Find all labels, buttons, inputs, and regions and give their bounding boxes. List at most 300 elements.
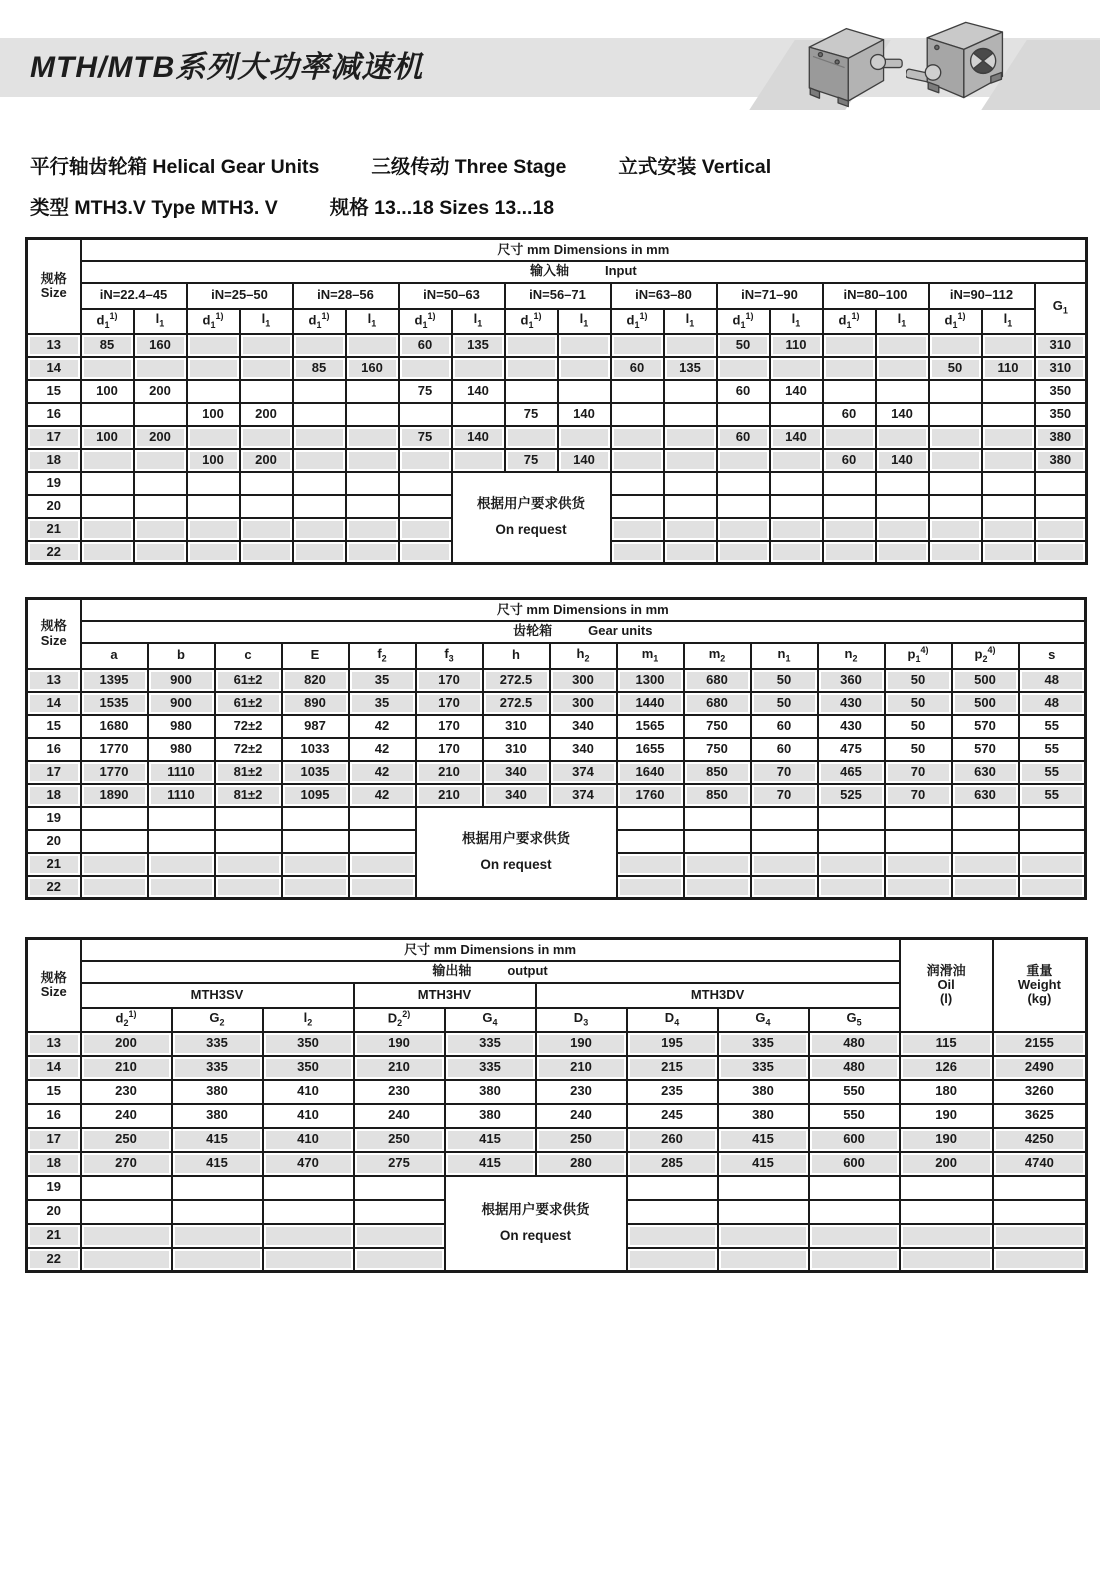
size-cell: 21 <box>27 853 81 876</box>
value-cell <box>81 1176 172 1200</box>
intro-seg-type: 类型 MTH3.V Type MTH3. V <box>30 197 278 219</box>
value-cell <box>718 1200 809 1224</box>
value-cell <box>929 541 982 564</box>
value-cell: 210 <box>354 1056 445 1080</box>
value-cell: 850 <box>684 784 751 807</box>
oil-value-cell <box>900 1200 993 1224</box>
value-cell <box>187 357 240 380</box>
data-row <box>27 426 1087 449</box>
value-cell <box>809 1176 900 1200</box>
size-column-header: 规格 Size <box>27 939 81 1032</box>
value-cell <box>617 807 684 830</box>
value-cell <box>346 495 399 518</box>
value-cell <box>399 449 452 472</box>
value-cell: 630 <box>952 761 1019 784</box>
data-row <box>27 692 1086 715</box>
value-cell: 475 <box>818 738 885 761</box>
l1-column-header: $l_1$ <box>558 309 611 334</box>
value-cell: 61±2 <box>215 692 282 715</box>
data-row <box>27 449 1087 472</box>
dimension-column-header: b <box>148 643 215 669</box>
value-cell: 415 <box>172 1152 263 1176</box>
value-cell <box>240 472 293 495</box>
value-cell <box>770 472 823 495</box>
value-cell: 140 <box>452 380 505 403</box>
value-cell: 55 <box>1019 738 1086 761</box>
data-row <box>27 1080 1087 1104</box>
dimension-column-header: a <box>81 643 148 669</box>
value-cell <box>354 1200 445 1224</box>
value-cell <box>664 449 717 472</box>
size-cell: 16 <box>27 1104 81 1128</box>
value-cell <box>876 334 929 357</box>
value-cell <box>717 495 770 518</box>
value-cell: 1110 <box>148 761 215 784</box>
value-cell: 75 <box>505 403 558 426</box>
value-cell: 430 <box>818 715 885 738</box>
value-cell <box>611 472 664 495</box>
value-cell: 230 <box>354 1080 445 1104</box>
weight-value-cell: 3260 <box>993 1080 1087 1104</box>
value-cell: 335 <box>172 1032 263 1056</box>
weight-value-cell: 2155 <box>993 1032 1087 1056</box>
value-cell <box>823 334 876 357</box>
value-cell: 600 <box>809 1152 900 1176</box>
value-cell <box>187 495 240 518</box>
value-cell: 140 <box>558 403 611 426</box>
value-cell <box>399 518 452 541</box>
value-cell: 340 <box>550 738 617 761</box>
value-cell <box>823 518 876 541</box>
dimension-column-header: $G_4$ <box>445 1008 536 1032</box>
value-cell <box>263 1176 354 1200</box>
value-cell <box>952 853 1019 876</box>
value-cell <box>885 830 952 853</box>
oil-value-cell: 115 <box>900 1032 993 1056</box>
data-row <box>27 403 1087 426</box>
size-cell: 15 <box>27 1080 81 1104</box>
value-cell: 250 <box>81 1128 172 1152</box>
value-cell: 380 <box>1035 449 1087 472</box>
value-cell <box>627 1248 718 1272</box>
value-cell <box>293 426 346 449</box>
value-cell <box>717 449 770 472</box>
value-cell <box>982 495 1035 518</box>
weight-value-cell: 4250 <box>993 1128 1087 1152</box>
value-cell <box>718 1176 809 1200</box>
value-cell: 215 <box>627 1056 718 1080</box>
dimension-column-header: $G_4$ <box>718 1008 809 1032</box>
value-cell <box>505 380 558 403</box>
value-cell: 60 <box>399 334 452 357</box>
l1-column-header: $l_1$ <box>982 309 1035 334</box>
size-cell: 18 <box>27 784 81 807</box>
value-cell: 415 <box>718 1128 809 1152</box>
value-cell: 60 <box>717 426 770 449</box>
value-cell <box>558 426 611 449</box>
value-cell: 380 <box>172 1104 263 1128</box>
value-cell: 110 <box>982 357 1035 380</box>
value-cell <box>346 449 399 472</box>
value-cell <box>717 357 770 380</box>
dimension-column-header: s <box>1019 643 1086 669</box>
gearbox-photo-front-shaft <box>906 8 1014 110</box>
dimension-column-header: $f_2$ <box>349 643 416 669</box>
value-cell <box>818 876 885 899</box>
value-cell: 235 <box>627 1080 718 1104</box>
on-request-note: 根据用户要求供货 On request <box>416 807 617 899</box>
value-cell: 160 <box>346 357 399 380</box>
value-cell: 200 <box>81 1032 172 1056</box>
dimension-column-header: E <box>282 643 349 669</box>
value-cell <box>282 807 349 830</box>
value-cell: 48 <box>1019 692 1086 715</box>
ratio-group-header: iN=50–63 <box>399 283 505 309</box>
value-cell: 60 <box>823 449 876 472</box>
value-cell: 240 <box>354 1104 445 1128</box>
size-cell: 18 <box>27 449 81 472</box>
value-cell <box>929 472 982 495</box>
value-cell <box>346 426 399 449</box>
value-cell <box>215 830 282 853</box>
value-cell <box>81 1200 172 1224</box>
value-cell <box>134 357 187 380</box>
value-cell: 140 <box>770 426 823 449</box>
size-cell: 16 <box>27 738 81 761</box>
value-cell <box>770 495 823 518</box>
data-row <box>27 669 1086 692</box>
value-cell: 210 <box>536 1056 627 1080</box>
header-row <box>27 643 1086 669</box>
ratio-group-header: iN=71–90 <box>717 283 823 309</box>
value-cell: 1770 <box>81 761 148 784</box>
value-cell <box>399 495 452 518</box>
value-cell <box>81 853 148 876</box>
value-cell <box>346 541 399 564</box>
header-row <box>27 939 1087 961</box>
value-cell: 465 <box>818 761 885 784</box>
value-cell: 35 <box>349 669 416 692</box>
value-cell: 335 <box>718 1032 809 1056</box>
value-cell <box>664 518 717 541</box>
value-cell: 980 <box>148 738 215 761</box>
input-shaft-dimensions-table <box>25 237 1088 565</box>
size-cell: 13 <box>27 1032 81 1056</box>
value-cell: 1565 <box>617 715 684 738</box>
value-cell <box>263 1248 354 1272</box>
value-cell: 300 <box>550 669 617 692</box>
value-cell <box>1019 853 1086 876</box>
value-cell: 75 <box>505 449 558 472</box>
value-cell: 50 <box>751 692 818 715</box>
value-cell <box>215 876 282 899</box>
header-row <box>27 261 1087 283</box>
intro-line-1 <box>30 151 823 179</box>
value-cell: 374 <box>550 761 617 784</box>
dimension-column-header: $D_2^{2)}$ <box>354 1008 445 1032</box>
g1-column-header: $G_1$ <box>1035 283 1087 334</box>
value-cell <box>718 1224 809 1248</box>
value-cell: 230 <box>536 1080 627 1104</box>
size-cell: 19 <box>27 1176 81 1200</box>
l1-column-header: $l_1$ <box>770 309 823 334</box>
oil-value-cell: 126 <box>900 1056 993 1080</box>
value-cell: 415 <box>172 1128 263 1152</box>
value-cell <box>982 518 1035 541</box>
value-cell: 380 <box>445 1104 536 1128</box>
d1-column-header: $d_1^{1)}$ <box>505 309 558 334</box>
value-cell: 550 <box>809 1080 900 1104</box>
value-cell: 480 <box>809 1032 900 1056</box>
value-cell <box>187 472 240 495</box>
value-cell: 410 <box>263 1080 354 1104</box>
value-cell <box>823 426 876 449</box>
value-cell <box>263 1224 354 1248</box>
value-cell: 50 <box>717 334 770 357</box>
ratio-group-header: iN=80–100 <box>823 283 929 309</box>
value-cell <box>346 380 399 403</box>
value-cell: 110 <box>770 334 823 357</box>
value-cell: 415 <box>445 1152 536 1176</box>
header-row <box>27 309 1087 334</box>
oil-value-cell: 180 <box>900 1080 993 1104</box>
value-cell: 550 <box>809 1104 900 1128</box>
value-cell <box>282 876 349 899</box>
value-cell <box>505 357 558 380</box>
dimension-column-header: $m_1$ <box>617 643 684 669</box>
input-axis-header: 输入轴 Input <box>81 261 1087 283</box>
weight-value-cell <box>993 1248 1087 1272</box>
value-cell: 50 <box>751 669 818 692</box>
value-cell: 1110 <box>148 784 215 807</box>
value-cell <box>81 357 134 380</box>
value-cell <box>611 541 664 564</box>
value-cell <box>823 472 876 495</box>
value-cell <box>452 357 505 380</box>
value-cell: 140 <box>452 426 505 449</box>
value-cell <box>809 1224 900 1248</box>
intro-seg-gear-units: 平行轴齿轮箱 Helical Gear Units <box>30 156 320 178</box>
weight-value-cell <box>993 1200 1087 1224</box>
weight-column-header: 重量 Weight (kg) <box>993 939 1087 1032</box>
value-cell: 360 <box>818 669 885 692</box>
value-cell: 50 <box>885 669 952 692</box>
value-cell <box>81 830 148 853</box>
value-cell <box>81 807 148 830</box>
value-cell: 272.5 <box>483 669 550 692</box>
size-cell: 14 <box>27 357 81 380</box>
value-cell: 100 <box>187 403 240 426</box>
value-cell: 55 <box>1019 715 1086 738</box>
value-cell <box>929 449 982 472</box>
ratio-group-header: iN=28–56 <box>293 283 399 309</box>
value-cell: 210 <box>416 761 483 784</box>
value-cell <box>952 807 1019 830</box>
d1-column-header: $d_1^{1)}$ <box>717 309 770 334</box>
value-cell <box>885 853 952 876</box>
value-cell: 600 <box>809 1128 900 1152</box>
value-cell <box>1019 876 1086 899</box>
value-cell <box>187 334 240 357</box>
model-group-header: MTH3SV <box>81 983 354 1008</box>
value-cell: 310 <box>1035 357 1087 380</box>
dimension-column-header: $l_2$ <box>263 1008 354 1032</box>
value-cell <box>770 518 823 541</box>
value-cell: 50 <box>885 738 952 761</box>
value-cell: 75 <box>399 426 452 449</box>
l1-column-header: $l_1$ <box>240 309 293 334</box>
value-cell: 50 <box>885 692 952 715</box>
value-cell <box>134 495 187 518</box>
size-column-header: 规格 Size <box>27 599 81 669</box>
value-cell <box>664 472 717 495</box>
value-cell: 500 <box>952 669 1019 692</box>
value-cell: 890 <box>282 692 349 715</box>
size-cell: 15 <box>27 715 81 738</box>
size-cell: 20 <box>27 1200 81 1224</box>
value-cell: 75 <box>399 380 452 403</box>
value-cell <box>611 380 664 403</box>
value-cell: 1680 <box>81 715 148 738</box>
weight-value-cell <box>993 1176 1087 1200</box>
header-row <box>27 239 1087 261</box>
dimension-column-header: c <box>215 643 282 669</box>
size-cell: 15 <box>27 380 81 403</box>
value-cell <box>770 541 823 564</box>
value-cell <box>172 1200 263 1224</box>
value-cell <box>617 876 684 899</box>
value-cell: 525 <box>818 784 885 807</box>
size-cell: 17 <box>27 426 81 449</box>
gear-unit-dimensions-table <box>25 597 1087 900</box>
data-row <box>27 1056 1087 1080</box>
intro-seg-three-stage: 三级传动 Three Stage <box>371 156 567 178</box>
value-cell: 210 <box>416 784 483 807</box>
value-cell <box>1035 472 1087 495</box>
value-cell <box>187 518 240 541</box>
oil-value-cell: 190 <box>900 1128 993 1152</box>
value-cell <box>684 830 751 853</box>
value-cell <box>505 426 558 449</box>
value-cell <box>664 403 717 426</box>
value-cell: 350 <box>263 1056 354 1080</box>
value-cell: 70 <box>751 761 818 784</box>
on-request-note: 根据用户要求供货 On request <box>445 1176 627 1272</box>
oil-column-header: 润滑油 Oil (l) <box>900 939 993 1032</box>
value-cell: 270 <box>81 1152 172 1176</box>
value-cell: 210 <box>81 1056 172 1080</box>
value-cell <box>134 449 187 472</box>
value-cell <box>876 426 929 449</box>
dimension-column-header: $D_3$ <box>536 1008 627 1032</box>
d1-column-header: $d_1^{1)}$ <box>823 309 876 334</box>
dimension-column-header: $p_2^{4)}$ <box>952 643 1019 669</box>
value-cell: 35 <box>349 692 416 715</box>
value-cell: 630 <box>952 784 1019 807</box>
value-cell <box>240 495 293 518</box>
data-row <box>27 472 1087 495</box>
value-cell: 70 <box>751 784 818 807</box>
value-cell: 335 <box>445 1056 536 1080</box>
dimension-column-header: $n_1$ <box>751 643 818 669</box>
size-cell: 14 <box>27 692 81 715</box>
value-cell <box>885 807 952 830</box>
value-cell: 374 <box>550 784 617 807</box>
value-cell <box>885 876 952 899</box>
value-cell: 350 <box>263 1032 354 1056</box>
header-row <box>27 283 1087 309</box>
value-cell <box>876 541 929 564</box>
value-cell: 350 <box>1035 380 1087 403</box>
value-cell: 50 <box>929 357 982 380</box>
value-cell <box>349 853 416 876</box>
data-row <box>27 715 1086 738</box>
weight-value-cell: 3625 <box>993 1104 1087 1128</box>
value-cell <box>172 1176 263 1200</box>
value-cell <box>134 518 187 541</box>
value-cell: 60 <box>751 715 818 738</box>
value-cell: 500 <box>952 692 1019 715</box>
value-cell <box>558 357 611 380</box>
value-cell: 1890 <box>81 784 148 807</box>
oil-value-cell <box>900 1176 993 1200</box>
value-cell <box>664 426 717 449</box>
dimension-column-header: $p_1^{4)}$ <box>885 643 952 669</box>
data-row <box>27 738 1086 761</box>
value-cell: 1770 <box>81 738 148 761</box>
value-cell <box>684 876 751 899</box>
value-cell: 240 <box>536 1104 627 1128</box>
value-cell: 380 <box>718 1104 809 1128</box>
value-cell <box>751 807 818 830</box>
value-cell: 48 <box>1019 669 1086 692</box>
value-cell <box>809 1248 900 1272</box>
value-cell <box>81 449 134 472</box>
value-cell: 100 <box>81 380 134 403</box>
value-cell <box>1019 830 1086 853</box>
model-group-header: MTH3HV <box>354 983 536 1008</box>
value-cell: 190 <box>354 1032 445 1056</box>
value-cell <box>818 830 885 853</box>
value-cell: 1440 <box>617 692 684 715</box>
d1-column-header: $d_1^{1)}$ <box>399 309 452 334</box>
value-cell <box>293 449 346 472</box>
intro-seg-vertical: 立式安装 Vertical <box>618 156 772 178</box>
value-cell <box>823 380 876 403</box>
value-cell: 250 <box>536 1128 627 1152</box>
size-cell: 21 <box>27 518 81 541</box>
value-cell: 335 <box>445 1032 536 1056</box>
ratio-group-header: iN=63–80 <box>611 283 717 309</box>
value-cell <box>982 449 1035 472</box>
value-cell: 380 <box>445 1080 536 1104</box>
value-cell: 135 <box>452 334 505 357</box>
l1-column-header: $l_1$ <box>664 309 717 334</box>
d1-column-header: $d_1^{1)}$ <box>187 309 240 334</box>
dimension-column-header: $m_2$ <box>684 643 751 669</box>
value-cell: 160 <box>134 334 187 357</box>
value-cell <box>929 334 982 357</box>
value-cell <box>354 1176 445 1200</box>
value-cell <box>876 380 929 403</box>
size-cell: 16 <box>27 403 81 426</box>
weight-value-cell: 4740 <box>993 1152 1087 1176</box>
value-cell <box>81 541 134 564</box>
value-cell <box>505 334 558 357</box>
value-cell: 170 <box>416 692 483 715</box>
value-cell <box>982 334 1035 357</box>
value-cell <box>349 830 416 853</box>
